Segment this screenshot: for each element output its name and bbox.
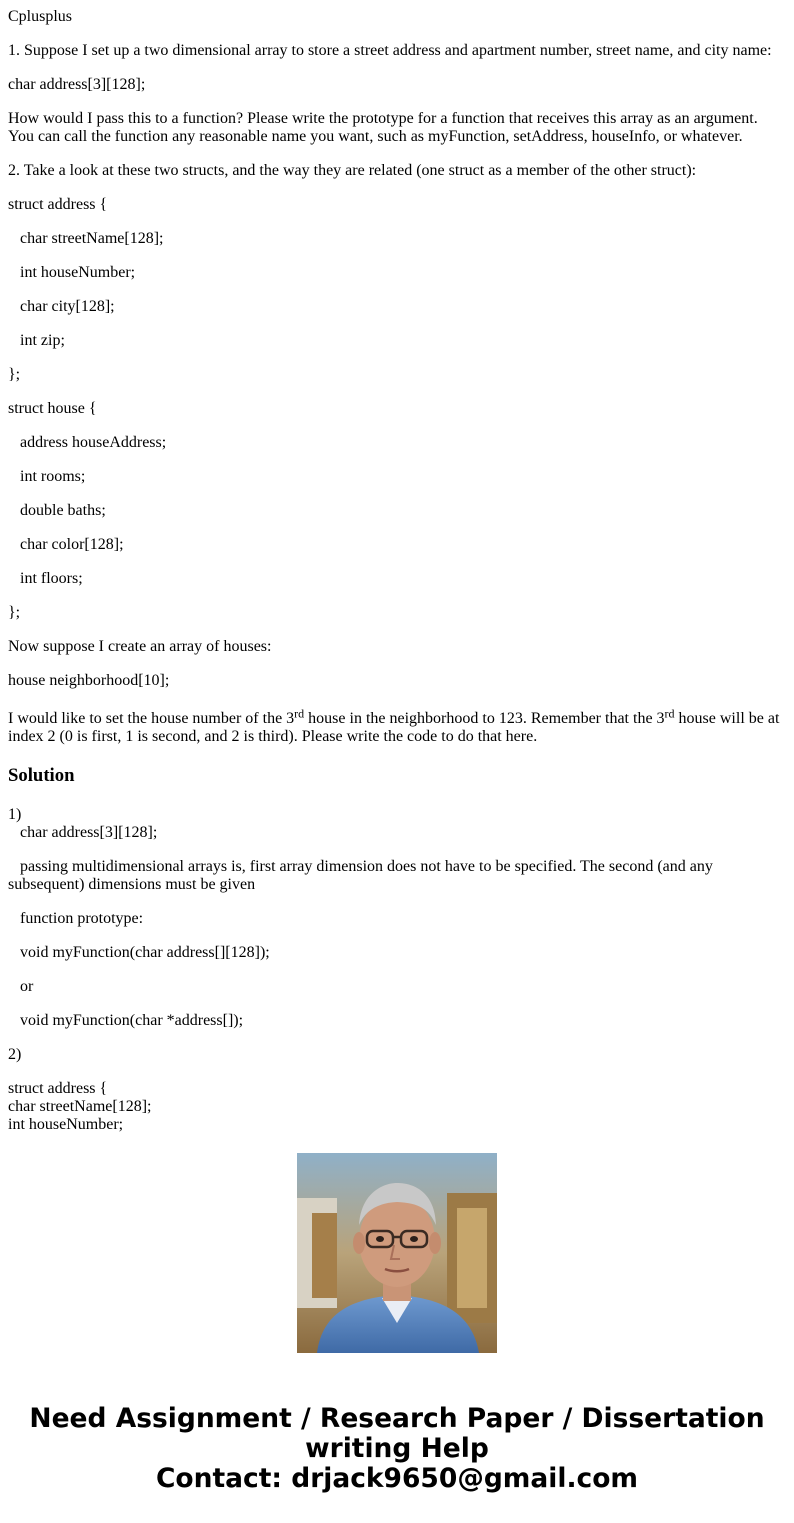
- solution-2-line: struct address {: [8, 1080, 108, 1097]
- superscript-rd: rd: [664, 706, 675, 721]
- struct-house-field: double baths;: [20, 502, 106, 519]
- q1-code: char address[3][128];: [8, 76, 146, 93]
- final-question: [8, 706, 786, 746]
- contact-banner: [0, 1404, 794, 1494]
- solution-2-line: char streetName[128];: [8, 1098, 152, 1115]
- q2-text: 2. Take a look at these two structs, and the way they are related (one struct as a member of the other struct):: [8, 162, 697, 179]
- page-title: Cplusplus: [8, 8, 73, 25]
- struct-close: };: [8, 604, 21, 621]
- now-text: Now suppose I create an array of houses:: [8, 638, 272, 655]
- solution-2-line: int houseNumber;: [8, 1116, 124, 1133]
- struct-house-field: char color[128];: [20, 536, 124, 553]
- struct-address-field: char streetName[128];: [20, 230, 164, 247]
- solution-1-proto-2: void myFunction(char *address[]);: [20, 1012, 244, 1029]
- struct-close: };: [8, 366, 21, 383]
- banner-line-2: writing Help: [305, 1433, 489, 1464]
- final-part-3: house will be at index 2 (0 is first, 1 is second, and 2 is third). Please write the code to do that here.: [8, 710, 780, 745]
- document-body: [8, 0, 786, 1133]
- solution-1-code: char address[3][128];: [20, 824, 158, 841]
- portrait-image: [297, 1153, 497, 1353]
- solution-1-proto-1: void myFunction(char address[][128]);: [20, 944, 270, 961]
- solution-1-or: or: [20, 978, 34, 995]
- q1-text: 1. Suppose I set up a two dimensional array to store a street address and apartment number, street name, and city name:: [8, 42, 772, 59]
- struct-address-field: int houseNumber;: [20, 264, 136, 281]
- struct-address-field: char city[128];: [20, 298, 115, 315]
- struct-house-field: address houseAddress;: [20, 434, 167, 451]
- struct-address-open: struct address {: [8, 196, 108, 213]
- banner-line-1: Need Assignment / Research Paper / Dissertation: [29, 1403, 765, 1434]
- struct-house-open: struct house {: [8, 400, 97, 417]
- struct-address-field: int zip;: [20, 332, 65, 349]
- final-part-2: house in the neighborhood to 123. Remember that the 3: [304, 710, 665, 727]
- final-part-1: I would like to set the house number of the 3: [8, 710, 295, 727]
- solution-1-proto-label: function prototype:: [20, 910, 144, 927]
- author-photo: [297, 1153, 497, 1353]
- solution-heading: Solution: [8, 765, 75, 786]
- solution-1-explain: passing multidimensional arrays is, first array dimension does not have to be specified. The second (and any subsequent) dimensions must be given: [8, 858, 713, 893]
- struct-house-field: int floors;: [20, 570, 83, 587]
- q1-prompt: How would I pass this to a function? Please write the prototype for a function that receives this array as an argument. You can call the function any reasonable name you want, such as myFunction, setAddress, houseInfo, or whatever.: [8, 110, 758, 145]
- neighborhood-code: house neighborhood[10];: [8, 672, 170, 689]
- solution-1-label: 1): [8, 806, 22, 823]
- banner-contact-email[interactable]: Contact: drjack9650@gmail.com: [155, 1463, 639, 1494]
- struct-house-field: int rooms;: [20, 468, 86, 485]
- superscript-rd: rd: [294, 706, 305, 721]
- solution-2-label: 2): [8, 1046, 22, 1063]
